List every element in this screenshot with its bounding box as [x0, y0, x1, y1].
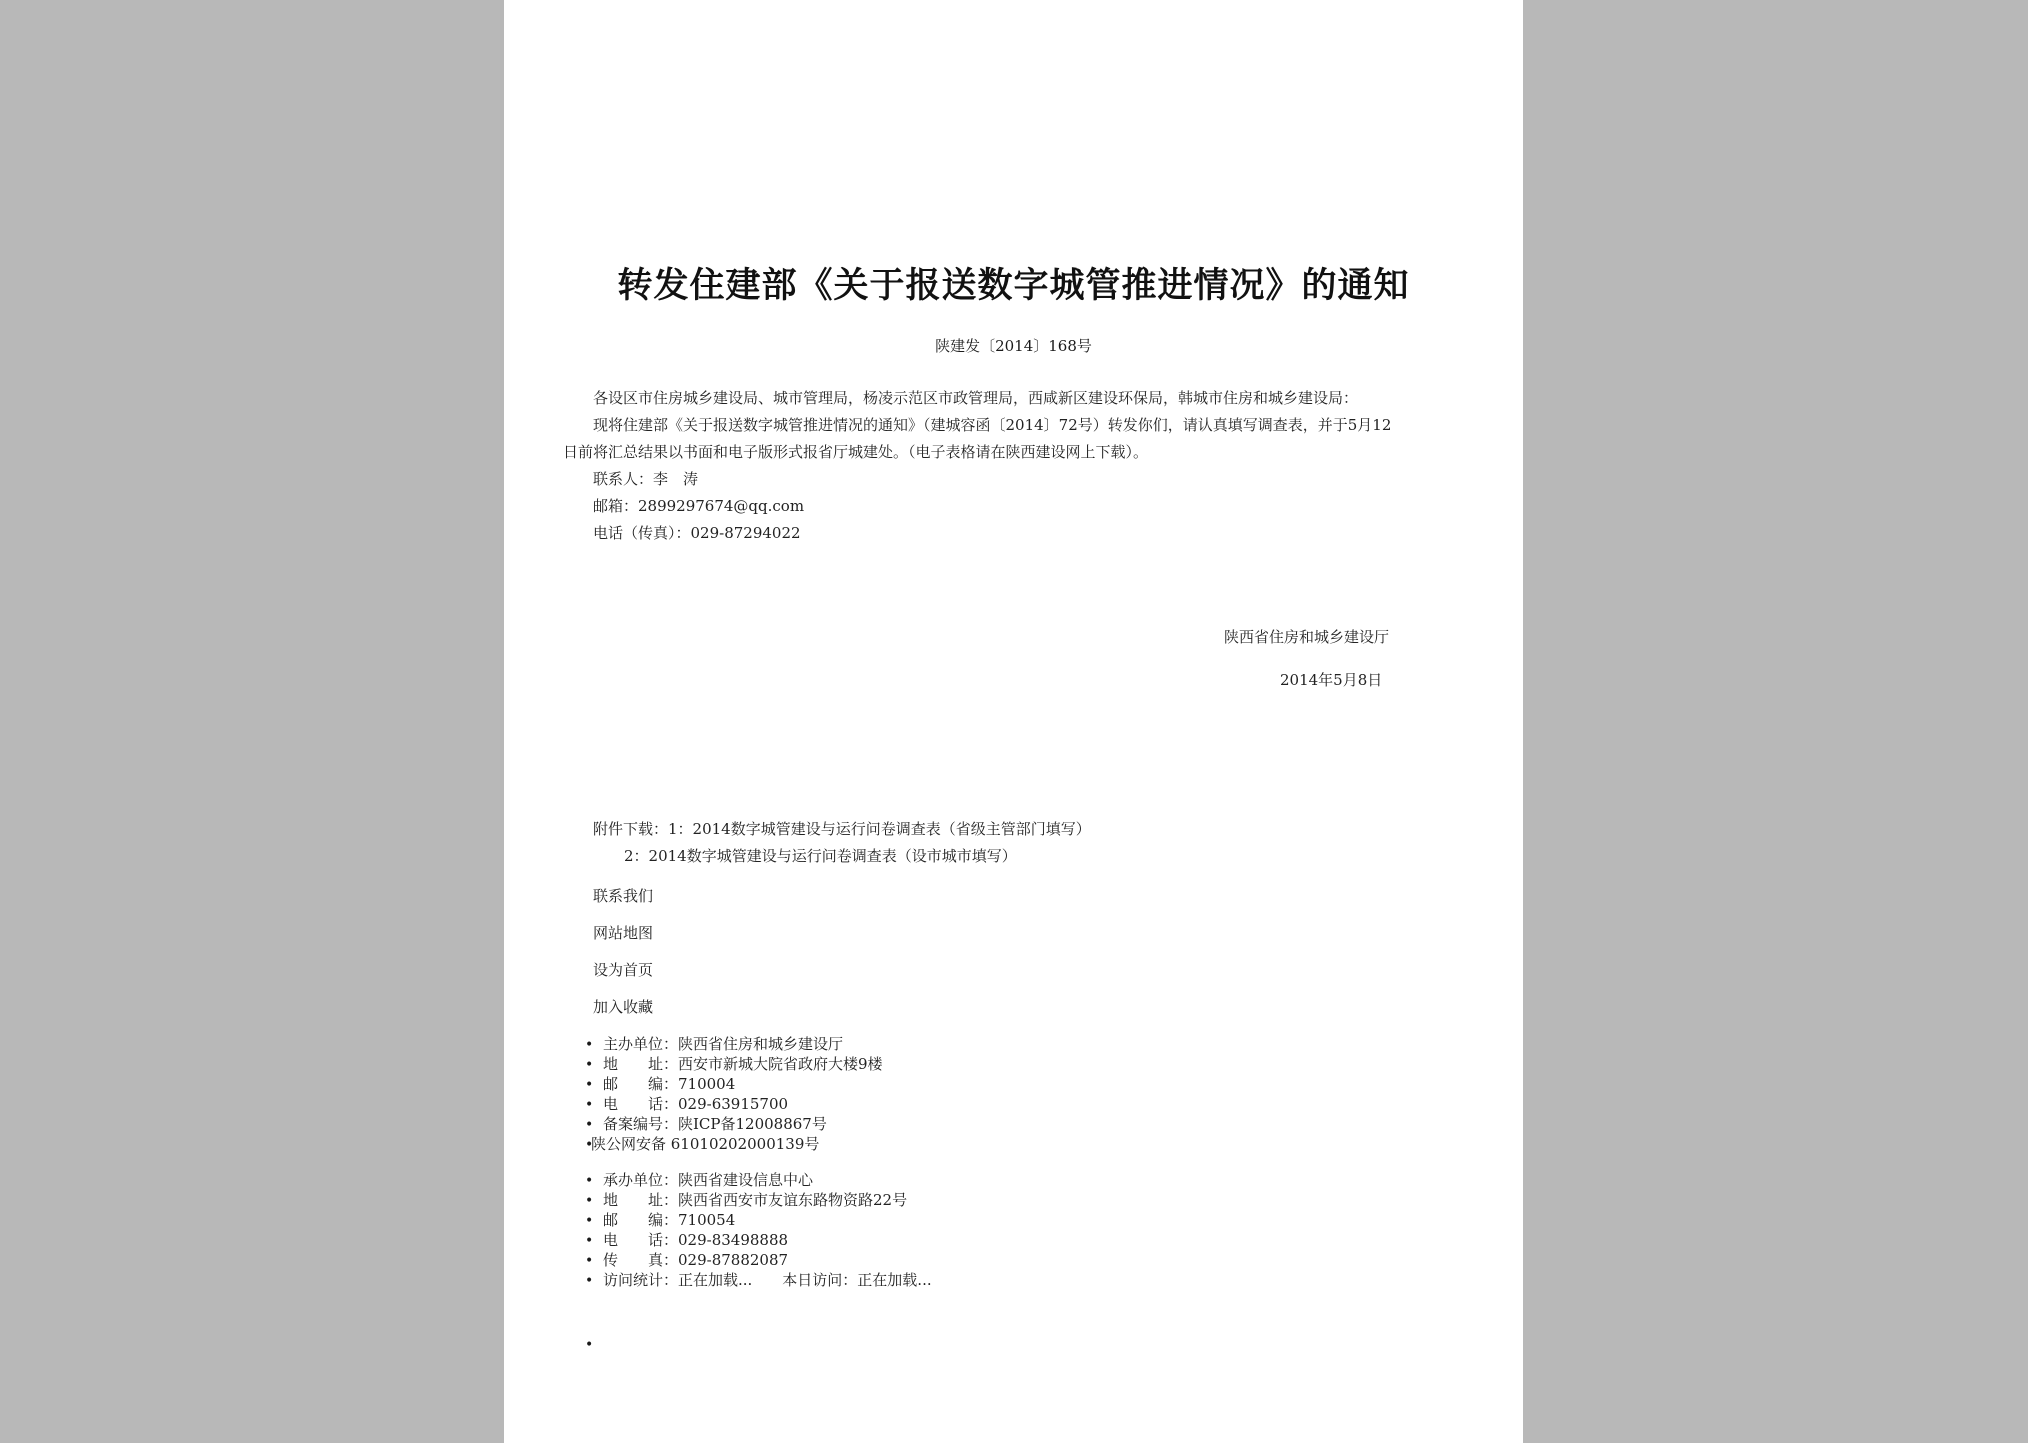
bullet-icon: • — [585, 1213, 594, 1229]
operator-unit: 承办单位：陕西省建设信息中心 — [603, 1171, 814, 1189]
police-record[interactable]: 陕公网安备 61010202000139号 — [591, 1135, 820, 1153]
add-favorite-link[interactable]: 加入收藏 — [593, 998, 654, 1016]
attachment-link-2[interactable]: 2：2014数字城管建设与运行问卷调查表（设市城市填写） — [624, 847, 1017, 865]
issuer-signature: 陕西省住房和城乡建设厅 — [1224, 628, 1390, 646]
icp-record[interactable]: 备案编号：陕ICP备12008867号 — [603, 1115, 827, 1133]
bullet-icon: • — [585, 1057, 594, 1073]
site-map-link[interactable]: 网站地图 — [593, 924, 654, 942]
body-paragraph-line-2: 日前将汇总结果以书面和电子版形式报省厅城建处。（电子表格请在陕西建设网上下载）。 — [563, 443, 1149, 461]
document-number: 陕建发〔2014〕168号 — [935, 337, 1092, 355]
host-unit: 主办单位：陕西省住房和城乡建设厅 — [603, 1035, 844, 1053]
document-page — [504, 0, 1523, 1443]
attachment-link-1[interactable]: 附件下载：1：2014数字城管建设与运行问卷调查表（省级主管部门填写） — [593, 820, 1091, 838]
contact-us-link[interactable]: 联系我们 — [593, 887, 654, 905]
bullet-icon: • — [585, 1273, 594, 1289]
bullet-icon: • — [585, 1137, 594, 1153]
salutation: 各设区市住房城乡建设局、城市管理局，杨凌示范区市政管理局，西咸新区建设环保局，韩城市住房和城乡建设局： — [593, 389, 1359, 407]
contact-person: 联系人：李 涛 — [593, 470, 699, 488]
bullet-icon: • — [585, 1117, 594, 1133]
body-paragraph-line-1: 现将住建部《关于报送数字城管推进情况的通知》（建城容函〔2014〕72号）转发你们，请认真填写调查表，并于5月12 — [593, 416, 1392, 434]
host-address: 地 址：西安市新城大院省政府大楼9楼 — [603, 1055, 883, 1073]
visit-statistics: 访问统计：正在加载... 本日访问：正在加载... — [603, 1271, 932, 1289]
host-postcode: 邮 编：710004 — [603, 1075, 736, 1093]
bullet-icon: • — [585, 1037, 594, 1053]
issue-date: 2014年5月8日 — [1280, 671, 1383, 689]
contact-phone-fax: 电话（传真）：029-87294022 — [593, 524, 801, 542]
bullet-icon: • — [585, 1253, 594, 1269]
bullet-icon: • — [585, 1233, 594, 1249]
bullet-icon: • — [585, 1077, 594, 1093]
contact-email: 邮箱：2899297674@qq.com — [593, 497, 805, 515]
operator-postcode: 邮 编：710054 — [603, 1211, 736, 1229]
operator-phone: 电 话：029-83498888 — [603, 1231, 789, 1249]
set-homepage-link[interactable]: 设为首页 — [593, 961, 654, 979]
bullet-icon: • — [585, 1173, 594, 1189]
document-title: 转发住建部《关于报送数字城管推进情况》的通知 — [617, 265, 1410, 306]
operator-fax: 传 真：029-87882087 — [603, 1251, 789, 1269]
operator-address: 地 址：陕西省西安市友谊东路物资路22号 — [603, 1191, 908, 1209]
bullet-icon: • — [585, 1193, 594, 1209]
bullet-icon: • — [585, 1337, 594, 1353]
host-phone: 电 话：029-63915700 — [603, 1095, 789, 1113]
bullet-icon: • — [585, 1097, 594, 1113]
